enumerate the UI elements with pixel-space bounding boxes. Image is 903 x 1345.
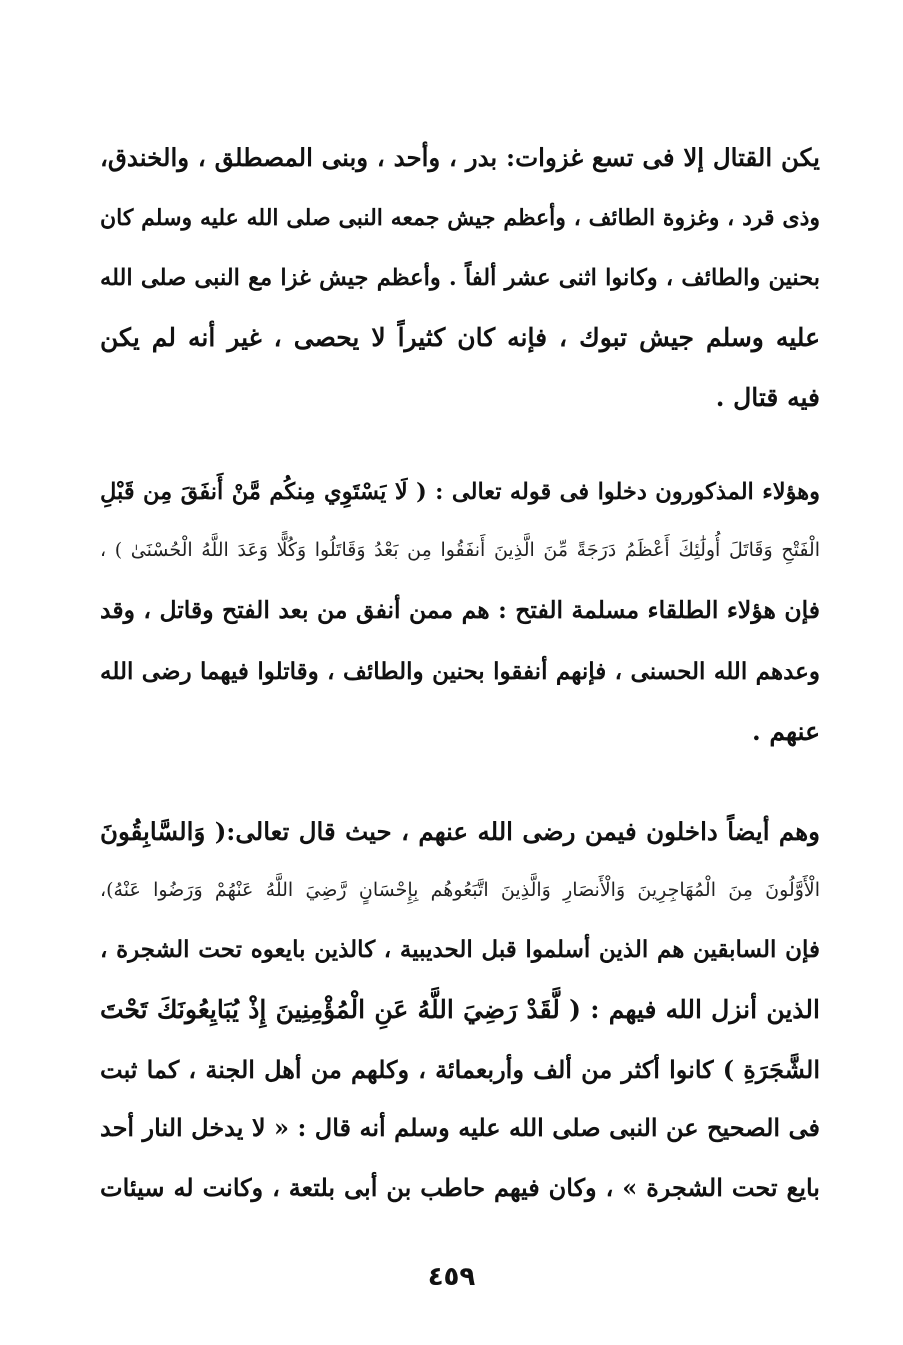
text-line: يكن القتال إلا فى تسع غزوات: بدر ، وأحد ، وبنى المصطلق ، والخندق، — [100, 143, 820, 172]
text-line: فيه قتال . — [715, 383, 820, 412]
text-line: الذين أنزل الله فيهم : ( لَّقَدْ رَضِيَ اللَّهُ عَنِ الْمُؤْمِنِينَ إِذْ يُبَايِعُونَكَ تَحْتَ — [100, 995, 820, 1024]
text-line: فإن هؤلاء الطلقاء مسلمة الفتح : هم ممن أنفق من بعد الفتح وقاتل ، وقد — [100, 596, 820, 624]
page-number: ٤٥٩ — [427, 1262, 476, 1292]
quran-verse-line: الْفَتْحِ وَقَاتَلَ أُولَٰئِكَ أَعْظَمُ دَرَجَةً مِّنَ الَّذِينَ أَنفَقُوا مِن بَعْدُ وَقَاتَلُوا وَكُلًّا وَعَدَ اللَّهُ الْحُسْنَىٰ ) ، — [100, 539, 820, 561]
text-line: بايع تحت الشجرة » ، وكان فيهم حاطب بن أبى بلتعة ، وكانت له سيئات — [100, 1173, 820, 1202]
text-line: فإن السابقين هم الذين أسلموا قبل الحديبية ، كالذين بايعوه تحت الشجرة ، — [100, 936, 820, 963]
text-line: بحنين والطائف ، وكانوا اثنى عشر ألفاً . وأعظم جيش غزا مع النبى صلى الله — [100, 265, 820, 291]
text-line: عليه وسلم جيش تبوك ، فإنه كان كثيراً لا يحصى ، غير أنه لم يكن — [100, 323, 820, 352]
text-line: عنهم . — [751, 717, 820, 746]
text-line: الشَّجَرَةِ ) كانوا أكثر من ألف وأربعمائة ، وكلهم من أهل الجنة ، كما ثبت — [100, 1055, 820, 1084]
text-line: وعدهم الله الحسنى ، فإنهم أنفقوا بحنين والطائف ، وقاتلوا فيهما رضى الله — [100, 658, 820, 685]
text-line: وهم أيضاً داخلون فيمن رضى الله عنهم ، حيث قال تعالى:( وَالسَّابِقُونَ — [100, 817, 820, 846]
text-line: فى الصحيح عن النبى صلى الله عليه وسلم أنه قال : « لا يدخل النار أحد — [100, 1113, 820, 1142]
text-line: وهؤلاء المذكورون دخلوا فى قوله تعالى : ( لَا يَسْتَوِي مِنكُم مَّنْ أَنفَقَ مِن قَبْلِ — [100, 479, 820, 505]
quran-verse-line: الْأَوَّلُونَ مِنَ الْمُهَاجِرِينَ وَالْأَنصَارِ وَالَّذِينَ اتَّبَعُوهُم بِإِحْسَانٍ رَّضِيَ اللَّهُ عَنْهُمْ وَرَضُوا عَنْهُ)، — [100, 879, 820, 901]
text-line: وذى قرد ، وغزوة الطائف ، وأعظم جيش جمعه النبى صلى الله عليه وسلم كان — [100, 205, 820, 231]
